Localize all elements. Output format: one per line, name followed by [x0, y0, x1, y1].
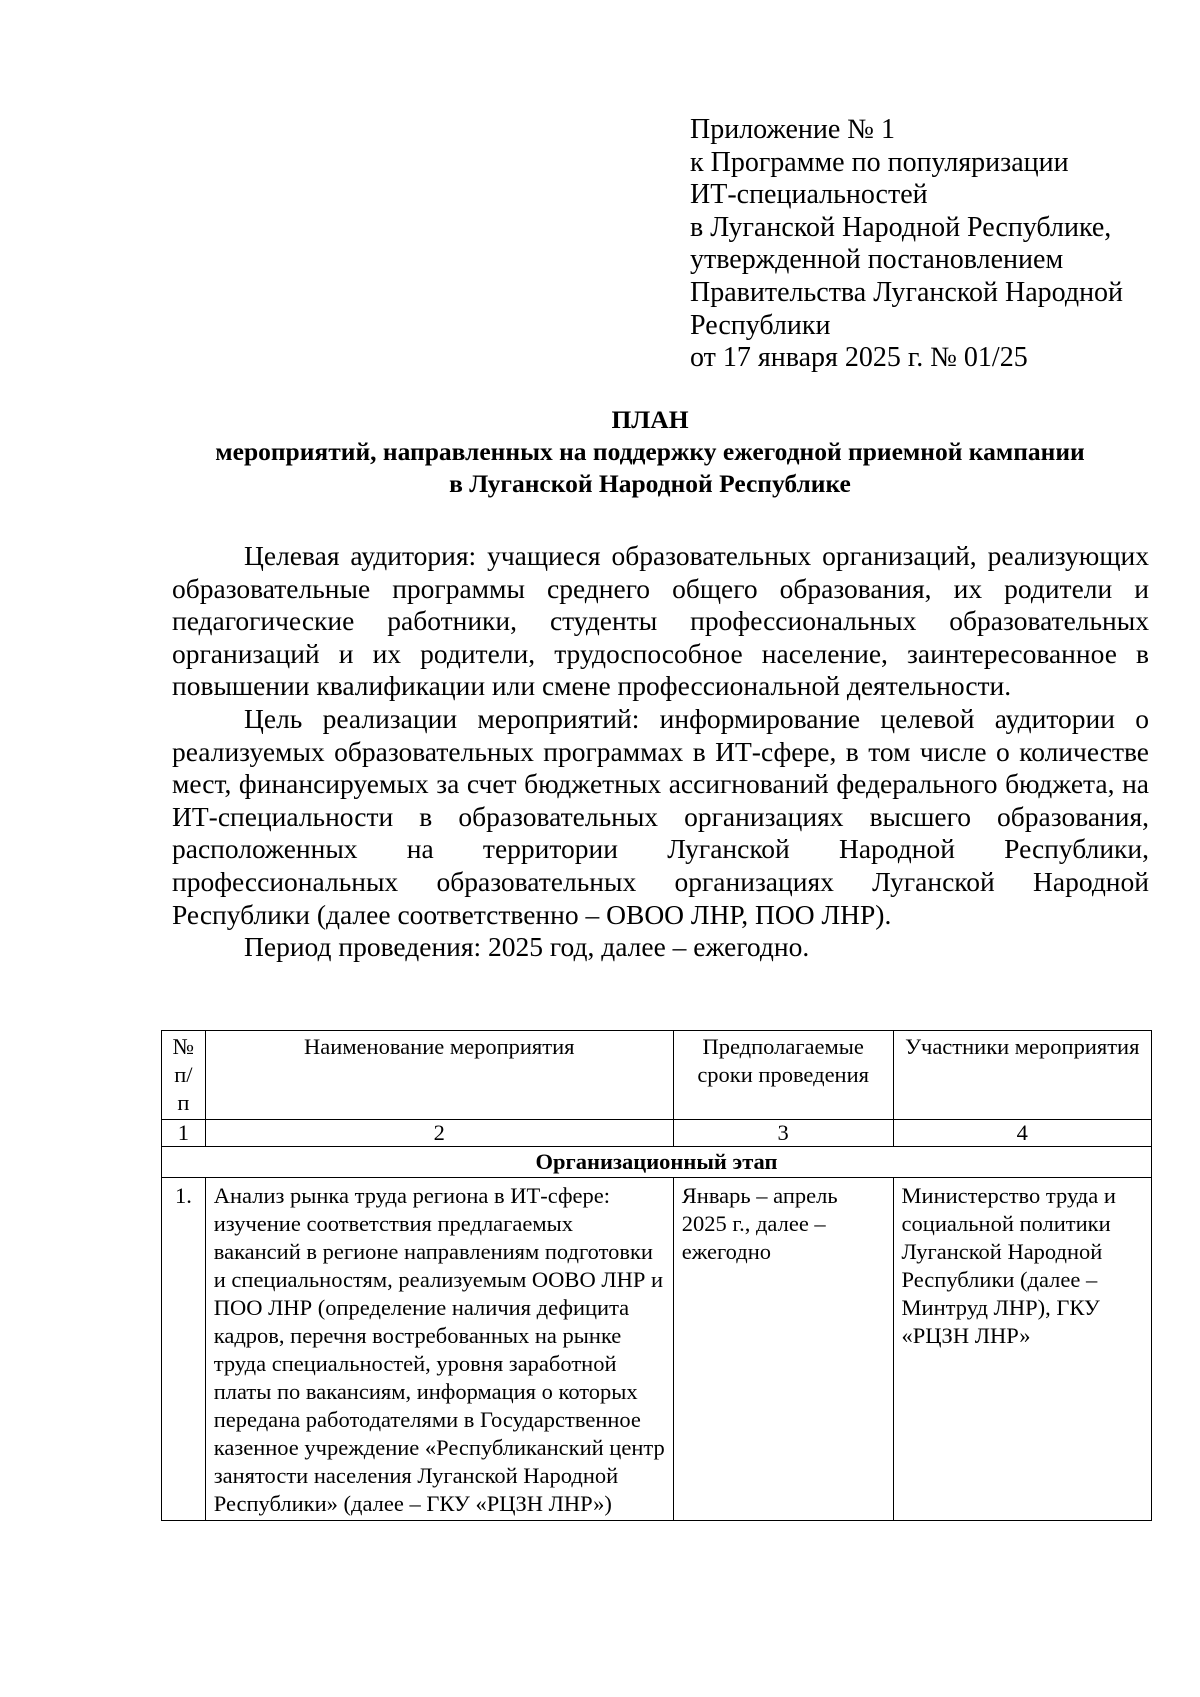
appendix-line: в Луганской Народной Республике, — [690, 211, 1112, 243]
column-number: 3 — [673, 1120, 893, 1147]
row-participants: Министерство труда и социальной политики Луганской Народной Республики (далее – Минтруд ЛНР), ГКУ «РЦЗН ЛНР» — [893, 1178, 1151, 1521]
column-number: 4 — [893, 1120, 1151, 1147]
column-numbers-row — [162, 1120, 1152, 1147]
appendix-header — [690, 114, 1170, 375]
appendix-line: Приложение № 1 — [690, 114, 895, 145]
appendix-line: к Программе по популяризации — [690, 146, 1069, 178]
stage-label: Организационный этап — [162, 1147, 1152, 1178]
row-period: Январь – апрель 2025 г., далее – ежегодно — [673, 1178, 893, 1521]
paragraph-period: Период проведения: 2025 год, далее – ежегодно. — [244, 931, 810, 963]
appendix-line: ИТ-специальностей — [690, 179, 928, 211]
table-row — [162, 1178, 1152, 1521]
appendix-line: Правительства Луганской Народной — [690, 276, 1124, 308]
stage-row — [162, 1147, 1152, 1178]
column-number: 1 — [162, 1120, 206, 1147]
title-line: мероприятий, направленных на поддержку ежегодной приемной кампании — [215, 437, 1085, 466]
appendix-line: Республики — [690, 309, 831, 341]
column-number: 2 — [205, 1120, 673, 1147]
row-number: 1. — [162, 1178, 206, 1521]
plan-table — [161, 1030, 1152, 1521]
table-header-row — [162, 1031, 1152, 1120]
header-cell-number: № п/п — [162, 1031, 206, 1120]
paragraph-goal: Цель реализации мероприятий: информирование целевой аудитории о реализуемых образовательных программах в ИТ-сфере, в том числе о количестве мест, финансируемых за счет бюджетных ассигнований федерального бюджета, на ИТ-специальности в образовательных организациях высшего образования, расположенных на территории Луганской Народной Республики, профессиональных образовательных организациях Луганской Народной Республики (далее соответственно – ОВОО ЛНР, ПОО ЛНР). — [172, 702, 1149, 930]
document-title — [150, 404, 1150, 500]
title-line: в Луганской Народной Республике — [449, 469, 851, 498]
header-cell-name: Наименование мероприятия — [205, 1031, 673, 1120]
appendix-line: утвержденной постановлением — [690, 244, 1064, 276]
body-text — [172, 540, 1149, 964]
header-cell-period: Предполагаемые сроки проведения — [673, 1031, 893, 1120]
row-name: Анализ рынка труда региона в ИТ-сфере: изучение соответствия предлагаемых вакансий в регионе направлениям подготовки и специальностям, реализуемым ООВО ЛНР и ПОО ЛНР (определение наличия дефицита кадров, перечня востребованных на рынке труда специальностей, уровня заработной платы по вакансиям, информация о которых передана работодателями в Государственное казенное учреждение «Республиканский центр занятости населения Луганской Народной Республики» (далее – ГКУ «РЦЗН ЛНР») — [205, 1178, 673, 1521]
title-heading: ПЛАН — [611, 405, 689, 434]
paragraph-target-audience: Целевая аудитория: учащиеся образовательных организаций, реализующих образовательные программы среднего общего образования, их родители и педагогические работники, студенты профессиональных образовательных организаций и их родители, трудоспособное население, заинтересованное в повышении квалификации или смене профессиональной деятельности. — [172, 540, 1149, 702]
header-cell-participants: Участники мероприятия — [893, 1031, 1151, 1120]
appendix-line: от 17 января 2025 г. № 01/25 — [690, 342, 1028, 374]
